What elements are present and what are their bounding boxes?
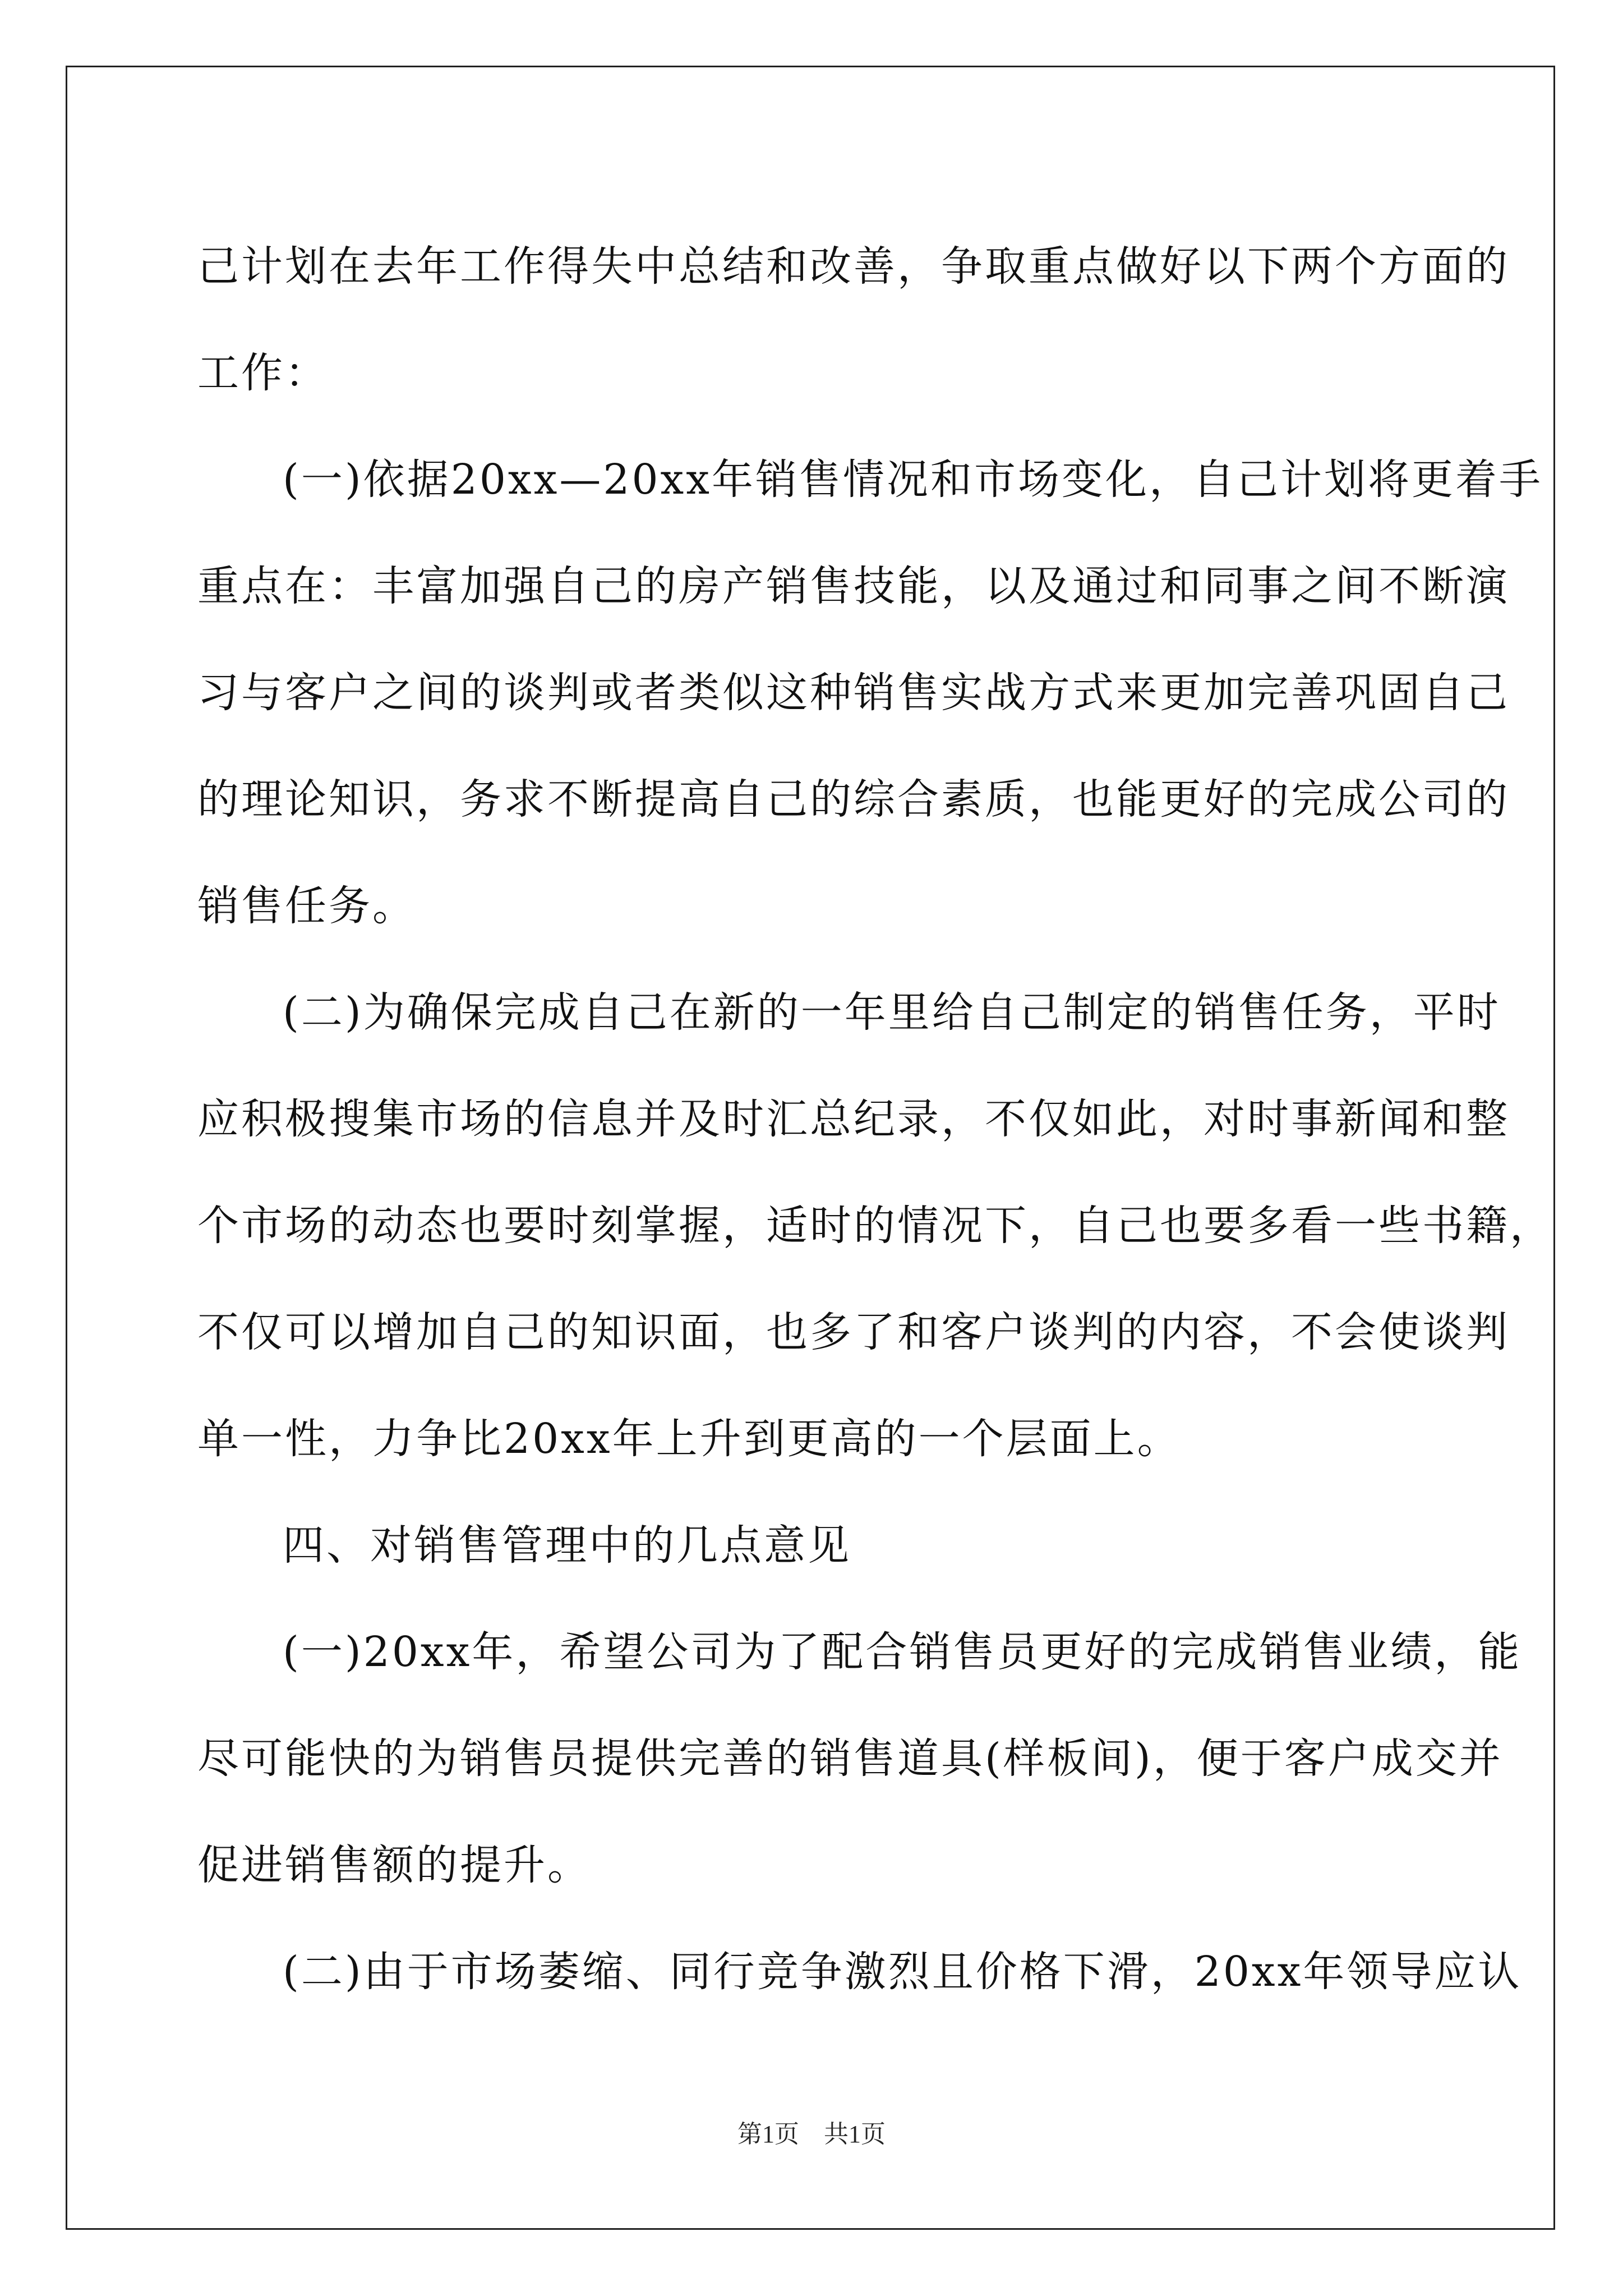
text-line: 个市场的动态也要时刻掌握，适时的情况下，自己也要多看一些书籍， <box>197 1202 1553 1250</box>
text-line: 应积极搜集市场的信息并及时汇总纪录，不仅如此，对时事新闻和整 <box>197 1095 1510 1143</box>
document-body <box>197 213 1553 2025</box>
text-line: 习与客户之间的谈判或者类似这种销售实战方式来更加完善巩固自己 <box>197 669 1510 717</box>
text-line: 销售任务。 <box>197 882 416 930</box>
section-heading: 四、对销售管理中的几点意见 <box>283 1521 851 1570</box>
paragraph-start-line: (一)依据20xx—20xx年销售情况和市场变化，自己计划将更着手 <box>283 455 1543 504</box>
text-line: 工作： <box>197 349 329 397</box>
text-line: 不仅可以增加自己的知识面，也多了和客户谈判的内容，不会使谈判 <box>197 1308 1510 1356</box>
text-line: 的理论知识，务求不断提高自己的综合素质，也能更好的完成公司的 <box>197 775 1510 823</box>
text-line: 促进销售额的提升。 <box>197 1841 591 1889</box>
text-line: 重点在：丰富加强自己的房产销售技能，以及通过和同事之间不断演 <box>197 562 1510 610</box>
text-line: 己计划在去年工作得失中总结和改善，争取重点做好以下两个方面的 <box>197 242 1510 291</box>
text-line: 单一性，力争比20xx年上升到更高的一个层面上。 <box>197 1415 1181 1463</box>
paragraph-start-line: (一)20xx年，希望公司为了配合销售员更好的完成销售业绩，能 <box>283 1628 1522 1676</box>
page-number: 第1页 共1页 <box>737 2120 886 2148</box>
paragraph-start-line: (二)由于市场萎缩、同行竞争激烈且价格下滑，20xx年领导应认 <box>283 1948 1522 1996</box>
paragraph-start-line: (二)为确保完成自己在新的一年里给自己制定的销售任务，平时 <box>283 988 1501 1037</box>
text-line: 尽可能快的为销售员提供完善的销售道具(样板间)，便于客户成交并 <box>197 1734 1503 1783</box>
